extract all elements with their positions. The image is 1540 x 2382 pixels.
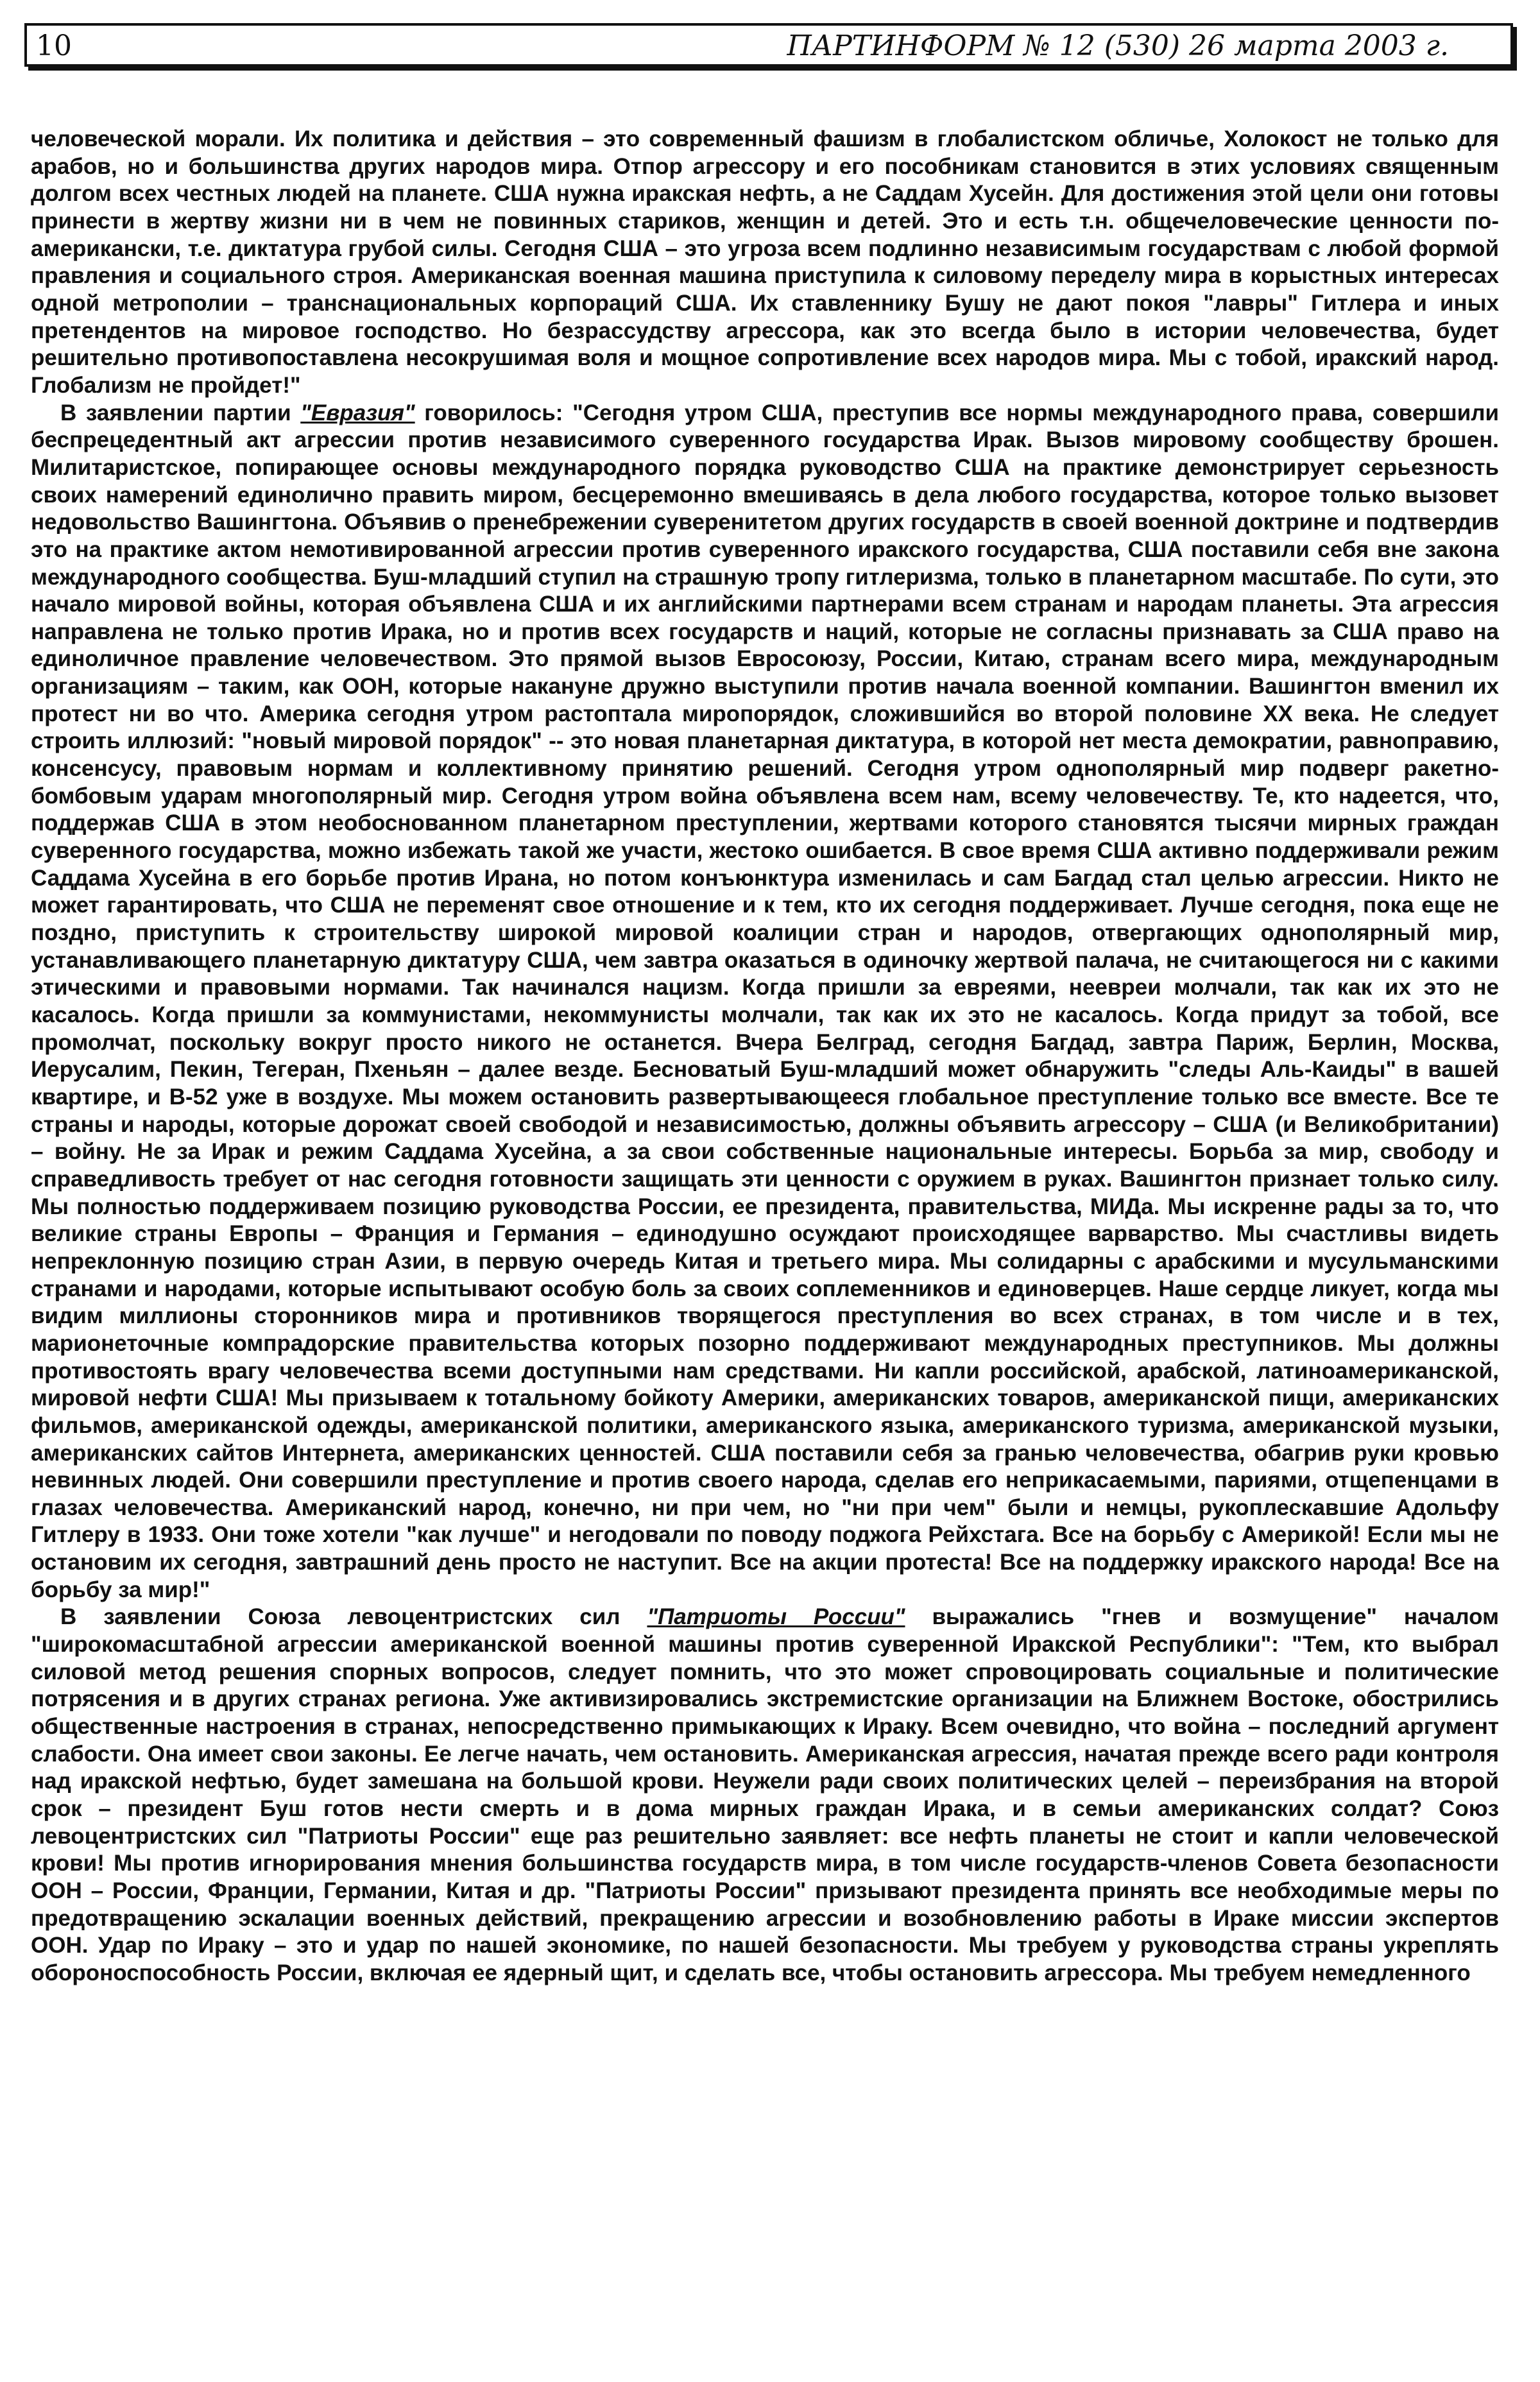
paragraph-lead: В заявлении Союза левоцентристских сил bbox=[60, 1604, 647, 1630]
paragraph-eurasia bbox=[31, 400, 1499, 1604]
paragraph-text: говорилось: "Сегодня утром США, преступив все нормы международного права, совершили беспрецедентный акт агрессии против независимого суверенного государства Ирак. Вызов мировому сообществу брошен. Милитаристское, попирающее основы международного порядка руководство США на практике демонстрирует серьезность своих намерений единолично править миром, бесцеремонно вмешиваясь в дела любого государства, которое только вызовет недовольство Вашингтона. Объявив о пренебрежении суверенитетом других государств в своей военной доктрине и подтвердив это на практике актом немотивированной агрессии против суверенного иракского государства, США поставили себя вне закона международного сообщества. Буш-младший ступил на страшную тропу гитлеризма, только в планетарном масштабе. По сути, это начало мировой войны, которая объявлена США и их английскими партнерами всем странам и народам планеты. Эта агрессия направлена не только против Ирака, но и против всех государств и наций, которые не согласны признавать за США право на единоличное правление человечеством. Это прямой вызов Евросоюзу, России, Китаю, странам всего мира, международным организациям – таким, как ООН, которые накануне дружно выступили против начала военной компании. Вашингтон вменил их протест ни во что. Америка сегодня утром растоптала миропорядок, сложившийся во второй половине XX века. Не следует строить иллюзий: "новый мировой порядок" -- это новая планетарная диктатура, в которой нет места демократии, равноправию, консенсусу, правовым нормам и коллективному принятию решений. Сегодня утром однополярный мир подверг ракетно-бомбовым ударам многополярный мир. Сегодня утром война объявлена всем нам, всему человечеству. Те, кто надеется, что, поддержав США в этом необоснованном планетарном преступлении, жертвами которого становятся тысячи мирных граждан суверенного государства, можно избежать такой же участи, жестоко ошибается. В свое время США активно поддерживали режим Саддама Хусейна в его борьбе против Ирана, но потом конъюнктура изменилась и сам Багдад стал целью агрессии. Никто не может гарантировать, что США не переменят свое отношение и к тем, кто их сегодня поддерживает. Лучше сегодня, пока еще не поздно, приступить к строительству широкой мировой коалиции стран и народов, отвергающих однополярный мир, устанавливающего планетарную диктатуру США, чем завтра оказаться в одиночку жертвой палача, не считающегося ни с какими этическими и правовыми нормами. Так начинался нацизм. Когда пришли за евреями, неевреи молчали, так как их это не касалось. Когда пришли за коммунистами, некоммунисты молчали, так как их это не касалось. Когда придут за тобой, все промолчат, поскольку вокруг просто никого не останется. Вчера Белград, сегодня Багдад, завтра Париж, Берлин, Москва, Иерусалим, Пекин, Тегеран, Пхеньян – далее везде. Бесноватый Буш-младший может обнаружить "следы Аль-Каиды" в вашей квартире, и B-52 уже в воздухе. Мы можем остановить развертывающееся глобальное преступление только все вместе. Все те страны и народы, которые дорожат своей свободой и независимостью, должны объявить агрессору – США (и Великобритании) – войну. Не за Ирак и режим Саддама Хусейна, а за свои собственные национальные интересы. Борьба за мир, свободу и справедливость требует от нас сегодня готовности защищать эти ценности с оружием в руках. Вашингтон признает только силу. Мы полностью поддерживаем позицию руководства России, ее президента, правительства, МИДа. Мы искренне рады за то, что великие страны Европы – Франция и Германия – единодушно осуждают происходящее варварство. Мы счастливы видеть непреклонную позицию стран Азии, в первую очередь Китая и третьего мира. Мы солидарны с арабскими и мусульманскими странами и народами, которые испытывают особую боль за своих соплеменников и единоверцев. Наше сердце ликует, когда мы видим миллионы сторонников мира и противников творящегося преступления во всех странах, в том числе и в тех, марионеточные компрадорские правительства которых позорно поддерживают международных преступников. Мы должны противостоять врагу человечества всеми доступными нам средствами. Ни капли российской, арабской, латиноамериканской, мировой нефти США! Мы призываем к тотальному бойкоту Америки, американских товаров, американской пищи, американских фильмов, американской одежды, американской политики, американского языка, американского туризма, американской музыки, американских сайтов Интернета, американских ценностей. США поставили себя за гранью человечества, обагрив руки кровью невинных людей. Они совершили преступление и против своего народа, сделав его неприкасаемыми, париями, отщепенцами в глазах человечества. Американский народ, конечно, ни при чем, но "ни при чем" были и немцы, рукоплескавшие Адольфу Гитлеру в 1933. Они тоже хотели "как лучше" и негодовали по поводу поджога Рейхстага. Все на борьбу с Америкой! Если мы не остановим их сегодня, завтрашний день просто не наступит. Все на акции протеста! Все на поддержку иракского народа! Все на борьбу за мир!" bbox=[31, 400, 1499, 1602]
party-eurasia-link[interactable]: "Евразия" bbox=[300, 400, 415, 425]
paragraph-patriots bbox=[31, 1604, 1499, 1987]
page-header bbox=[24, 23, 1513, 67]
article-body bbox=[31, 126, 1499, 1987]
paragraph-continuation: человеческой морали. Их политика и действия – это современный фашизм в глобалистском обличье, Холокост не только для арабов, но и большинства других народов мира. Отпор агрессору и его пособникам становится в этих условиях священным долгом всех честных людей на планете. США нужна иракская нефть, а не Саддам Хусейн. Для достижения этой цели они готовы принести в жертву жизни ни в чем не повинных стариков, женщин и детей. Это и есть т.н. общечеловеческие ценности по-американски, т.е. диктатура грубой силы. Сегодня США – это угроза всем подлинно независимым государствам с любой формой правления и социального строя. Американская военная машина приступила к силовому переделу мира в корыстных интересах одной метрополии – транснациональных корпораций США. Их ставленнику Бушу не дают покоя "лавры" Гитлера и иных претендентов на мировое господство. Но безрассудству агрессора, как это всегда было в истории человечества, будет решительно противопоставлена несокрушимая воля и мощное сопротивление всех народов мира. Мы с тобой, иракский народ. Глобализм не пройдет!" bbox=[31, 126, 1499, 398]
paragraph-lead: В заявлении партии bbox=[60, 400, 301, 425]
page-number: 10 bbox=[36, 30, 72, 62]
issue-title: ПАРТИНФОРМ № 12 (530) 26 марта 2003 г. bbox=[787, 30, 1449, 62]
party-patriots-link[interactable]: "Патриоты России" bbox=[647, 1604, 905, 1630]
paragraph-text: выражались "гнев и возмущение" началом "широкомасштабной агрессии американской военной машины против суверенной Иракской Республики": "Тем, кто выбрал силовой метод решения спорных вопросов, следует помнить, что это может спровоцировать социальные и политические потрясения и в других странах региона. Уже активизировались экстремистские организации на Ближнем Востоке, обострились общественные настроения в странах, непосредственно примыкающих к Ираку. Всем очевидно, что война – последний аргумент слабости. Она имеет свои законы. Ее легче начать, чем остановить. Американская агрессия, начатая прежде всего ради контроля над иракской нефтью, будет замешана на большой крови. Неужели ради своих политических целей – переизбрания на второй срок – президент Буш готов нести смерть и в дома мирных граждан Ирака, и в семьи американских солдат? Союз левоцентристских сил "Патриоты России" еще раз решительно заявляет: все нефть планеты не стоит и капли человеческой крови! Мы против игнорирования мнения большинства государств мира, в том числе государств-членов Совета безопасности ООН – России, Франции, Германии, Китая и др. "Патриоты России" призывают президента принять все необходимые меры по предотвращению эскалации военных действий, прекращению агрессии и возобновлению работы в Ираке миссии экспертов ООН. Удар по Ираку – это и удар по нашей экономике, по нашей безопасности. Мы требуем у руководства страны укреплять обороноспособность России, включая ее ядерный щит, и сделать все, чтобы остановить агрессора. Мы требуем немедленного bbox=[31, 1604, 1499, 1985]
